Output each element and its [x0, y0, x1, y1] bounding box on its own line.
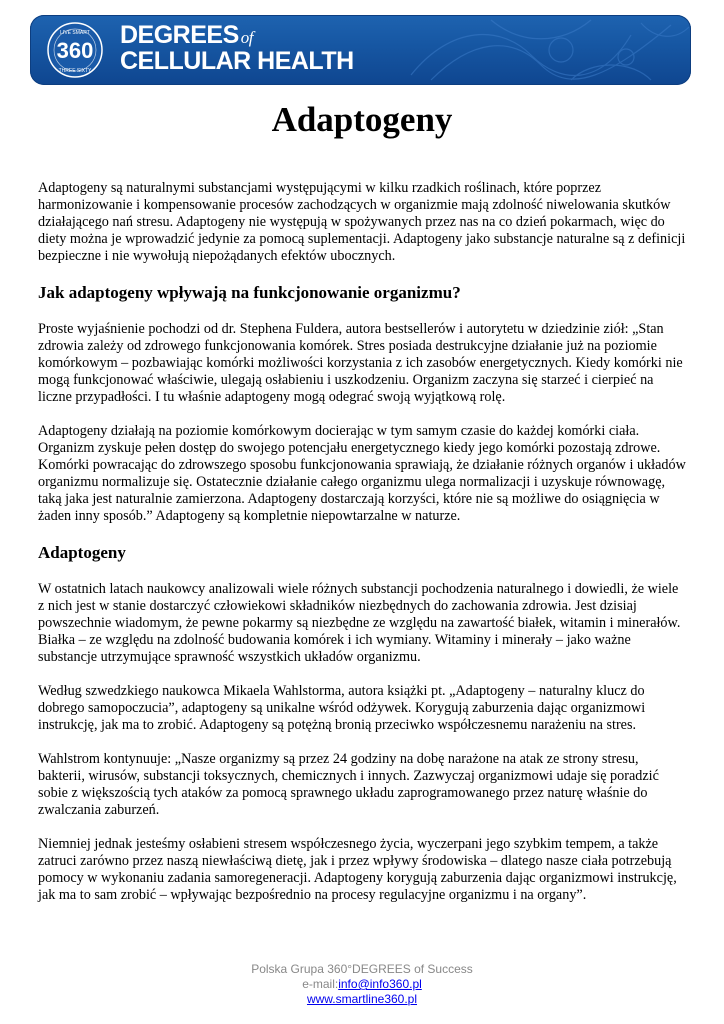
brand-name — [120, 23, 354, 74]
brand-degrees: DEGREES — [120, 21, 239, 49]
page-title: Adaptogeny — [271, 100, 453, 139]
paragraph: Niemniej jednak jesteśmy osłabieni stresem współczesnego życia, wyczerpani jego szybkim tempem, a także zatruci zarówno przez naszą niewłaściwą dietę, jak i przez wpływy środowiska – dlatego nasze ciała potrzebują pomocy w wykonaniu zadania samoregeneracji. Adaptogeny korygują zaburzenia dając organizmowi instrukcję, jak ma to sam zrobić – wpływając bezpośrednio na procesy regulacyjne organizmu i na organy”. — [38, 836, 677, 903]
footer-email-link[interactable]: info@info360.pl — [338, 977, 422, 991]
footer-email-line — [0, 977, 724, 992]
paragraph: Proste wyjaśnienie pochodzi od dr. Stephena Fuldera, autora bestsellerów i autorytetu w dziedzinie ziół: „Stan zdrowia zależy od zdrowego funkcjonowania komórek. Stres posiada destrukcyjne działanie już na poziomie komórkowym – pozbawiając komórki możliwości korzystania z ich zasobów energetycznych. Kiedy komórki nie mogą funkcjonować właściwie, ulegają osłabieniu i uszkodzeniu. Organizm zaczyna się starzeć i cierpieć na liczne przypadłości. I tu właśnie adaptogeny mogą odegrać swoją wyjątkową rolę. — [38, 321, 683, 405]
footer-company: Polska Grupa 360°DEGREES of Success — [251, 962, 473, 976]
paragraph: Według szwedzkiego naukowca Mikaela Wahlstorma, autora książki pt. „Adaptogeny – naturalny klucz do dobrego samopoczucia”, adaptogeny są unikalne wśród odżywek. Korygują zaburzenia dając organizmowi instrukcję, jak ma to zrobić. Adaptogeny są potężną bronią przeciwko współczesnemu narażeniu na stres. — [38, 683, 646, 733]
paragraph: Adaptogeny działają na poziomie komórkowym docierając w tym samym czasie do każdej komórki ciała. Organizm zyskuje pełen dostęp do swojego potencjału energetycznego kiedy jego komórki pozostają zdrowe. Komórki powracając do zdrowszego sposobu funkcjonowania sprawiają, że działanie różnych organów i układów organizmu normalizuje się. Ostatecznie działanie całego organizmu ulega normalizacji i uzyskuje równowagę, taką jaka jest naturalnie zamierzona. Adaptogeny dostarczają korzyści, które nie są możliwe do osiągnięcia w żaden inny sposób.” Adaptogeny są kompletnie niepowtarzalne w naturze. — [38, 423, 686, 524]
section-heading-adaptogens: Adaptogeny — [38, 543, 126, 562]
logo-ring-top: LIVE SMART — [60, 30, 90, 36]
decorative-swirl-icon — [391, 15, 691, 85]
footer-website-link[interactable]: www.smartline360.pl — [306, 992, 418, 1006]
intro-paragraph: Adaptogeny są naturalnymi substancjami występującymi w kilku rzadkich roślinach, które poprzez harmonizowanie i kompensowanie procesów zachodzących w organizmie mają zdolność niwelowania skutków działającego nań stresu. Adaptogeny nie występują w spożywanych przez nas na co dzień pokarmach, więc do diety można je wprowadzić jedynie za pomocą suplementacji. Adaptogeny jako substancje naturalne są z definicji bezpieczne i nie wywołują niepożądanych efektów ubocznych. — [38, 180, 686, 264]
logo-number: 360 — [56, 38, 94, 63]
header-banner — [30, 15, 691, 85]
section-heading-how-it-works: Jak adaptogeny wpływają na funkcjonowanie organizmu? — [38, 283, 461, 302]
paragraph: Wahlstrom kontynuuje: „Nasze organizmy są przez 24 godziny na dobę narażone na atak ze strony stresu, bakterii, wirusów, substancji toksycznych, chemicznych i innych. Zazwyczaj organizmowi udaje się poradzić sobie z większością tych ataków za pomocą sprawnego układu zaprogramowanego przez naturę właśnie do zwalczania zaburzeń. — [38, 751, 659, 818]
brand-cellular-health: CELLULAR HEALTH — [120, 47, 354, 75]
footer-email-label: e-mail: — [302, 977, 339, 991]
logo-ring-bottom: THREE SIXTY — [58, 68, 92, 74]
brand-of: of — [240, 28, 253, 47]
document-body — [38, 180, 688, 921]
footer — [0, 962, 724, 1007]
paragraph: W ostatnich latach naukowcy analizowali wiele różnych substancji pochodzenia naturalnego i dowiedli, że wiele z nich jest w stanie dostarczyć człowiekowi składników niezbędnych do zachowania zdrowia. Jest dzisiaj powszechnie wiadomym, że pewne pokarmy są niezbędne ze względu na zawartość białek, witamin i minerałów. Białka – ze względu na zdolność budowania komórek i ich wymiany. Witaminy i minerały – jako ważne substancje utrzymujące sprawność wszystkich układów organizmu. — [38, 581, 681, 665]
logo-icon — [46, 21, 104, 79]
